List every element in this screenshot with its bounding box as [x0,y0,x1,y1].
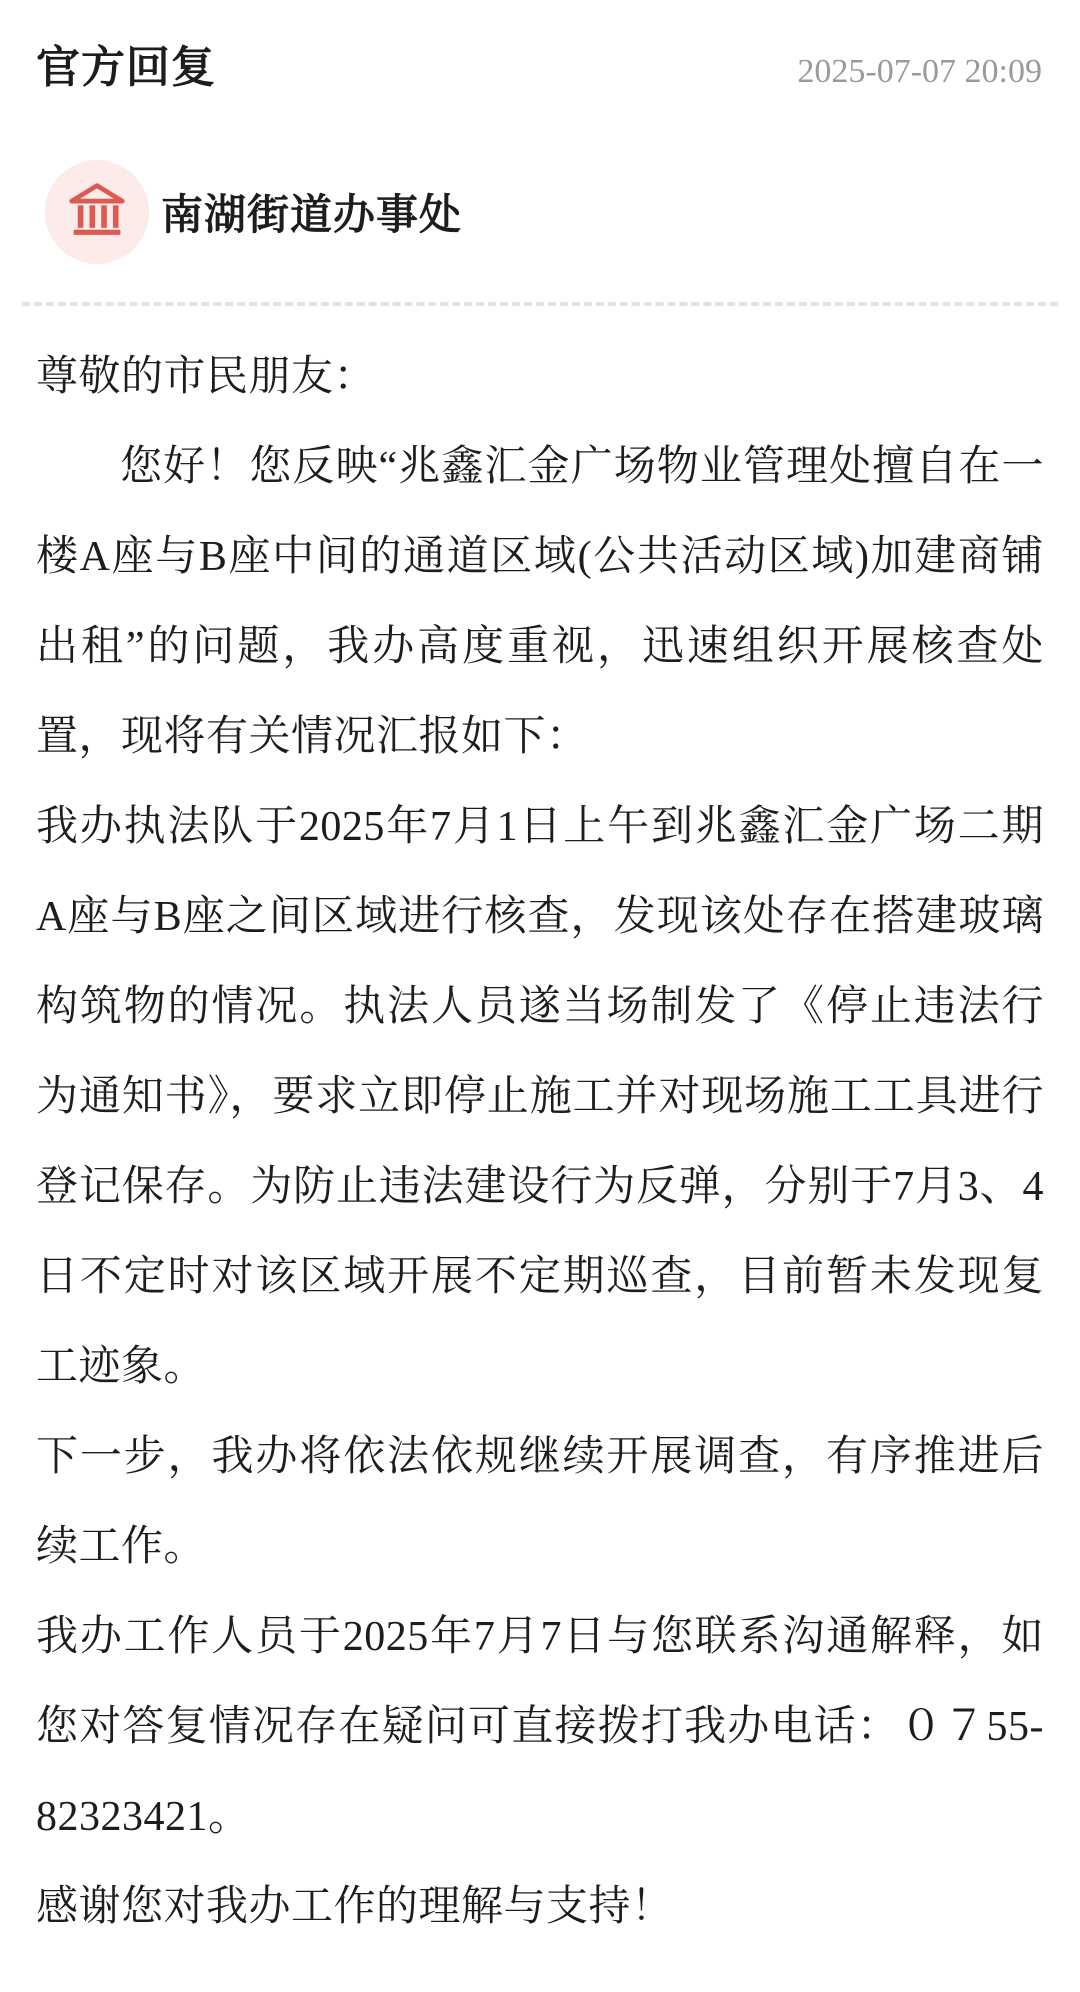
reply-paragraph: 您好！您反映“兆鑫汇金广场物业管理处擅自在一楼A座与B座中间的通道区域(公共活动区域)加建商铺出租”的问题，我办高度重视，迅速组织开展核查处置，现将有关情况汇报如下： [36,444,1044,760]
reply-timestamp: 2025-07-07 20:09 [797,53,1042,90]
header [0,42,1080,94]
organization-row [45,160,1044,264]
avatar [45,160,149,264]
reply-paragraph: 我办执法队于2025年7月1日上午到兆鑫汇金广场二期A座与B座之间区域进行核查，发现该处存在搭建玻璃构筑物的情况。执法人员遂当场制发了《停止违法行为通知书》，要求立即停止施工并对现场施工工具进行登记保存。为防止违法建设行为反弹，分别于7月3、4日不定时对该区域开展不定期巡查，目前暂未发现复工迹象。 [36,804,1044,1390]
reply-paragraph: 我办工作人员于2025年7月7日与您联系沟通解释，如您对答复情况存在疑问可直接拨打我办电话：０７55-82323421。 [36,1614,1044,1840]
salutation: 尊敬的市民朋友： [36,354,377,400]
reply-body [0,306,1080,1952]
reply-paragraph: 感谢您对我办工作的理解与支持！ [36,1884,674,1930]
page-title: 官方回复 [36,43,216,92]
organization-name: 南湖街道办事处 [161,191,463,238]
reply-paragraph: 下一步，我办将依法依规继续开展调查，有序推进后续工作。 [36,1434,1044,1570]
bank-building-icon [67,180,127,245]
